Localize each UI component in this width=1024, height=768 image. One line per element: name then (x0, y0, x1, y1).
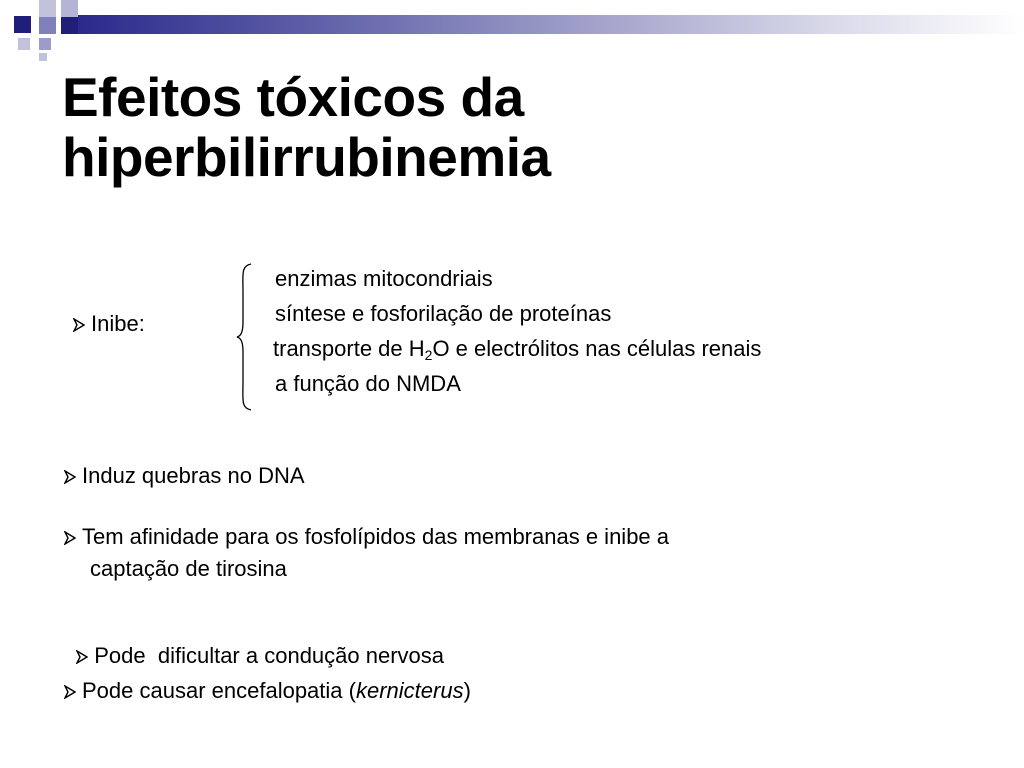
slide-title-line-2: hiperbilirrubinemia (62, 126, 551, 188)
decor-square-dark-1 (14, 16, 31, 33)
arrowhead-bullet-icon (76, 650, 88, 664)
inibe-item-3-prefix: transporte de H (273, 336, 425, 361)
inibe-item-3-suffix: O e electrólitos nas células renais (432, 336, 762, 361)
slide-title (62, 67, 962, 187)
decor-square-mid-1 (39, 17, 56, 34)
bullet-afinidade (64, 524, 669, 550)
inibe-item-1: enzimas mitocondriais (275, 266, 493, 291)
arrowhead-bullet-icon (64, 470, 76, 484)
left-curly-brace-icon (235, 262, 255, 412)
inibe-item-3-subscript: 2 (424, 347, 433, 363)
bullet-encefalopatia (64, 678, 471, 704)
bullet-conducao (64, 617, 444, 669)
bullet-conducao-text: Pode dificultar a condução nervosa (94, 643, 445, 668)
arrowhead-bullet-icon (64, 685, 76, 699)
decor-square-mid-2 (39, 38, 51, 50)
header-gradient-bar (78, 15, 1024, 34)
bullet-dna-text: Induz quebras no DNA (82, 463, 305, 488)
decor-square-light-4 (39, 53, 47, 61)
bullet-encefalopatia-term: kernicterus (355, 678, 464, 703)
decor-square-light-3 (18, 38, 30, 50)
decor-square-dark-2 (61, 17, 78, 34)
arrowhead-bullet-icon (73, 318, 85, 332)
bullet-encefalopatia-suffix: ) (463, 678, 471, 703)
bullet-dna (64, 463, 305, 489)
decor-square-light-1 (39, 0, 56, 17)
arrowhead-bullet-icon (64, 531, 76, 545)
inibe-label-line (73, 311, 145, 337)
inibe-item-3 (273, 336, 761, 362)
slide-title-line-1: Efeitos tóxicos da (62, 66, 524, 128)
bullet-afinidade-text-1: Tem afinidade para os fosfolípidos das membranas e inibe a (82, 524, 670, 549)
decor-square-light-2 (61, 0, 78, 17)
inibe-item-2: síntese e fosforilação de proteínas (275, 301, 612, 326)
bullet-afinidade-continuation: captação de tirosina (90, 556, 287, 581)
inibe-item-4: a função do NMDA (275, 371, 461, 396)
bullet-encefalopatia-prefix: Pode causar encefalopatia ( (82, 678, 356, 703)
inibe-label: Inibe: (91, 311, 145, 336)
